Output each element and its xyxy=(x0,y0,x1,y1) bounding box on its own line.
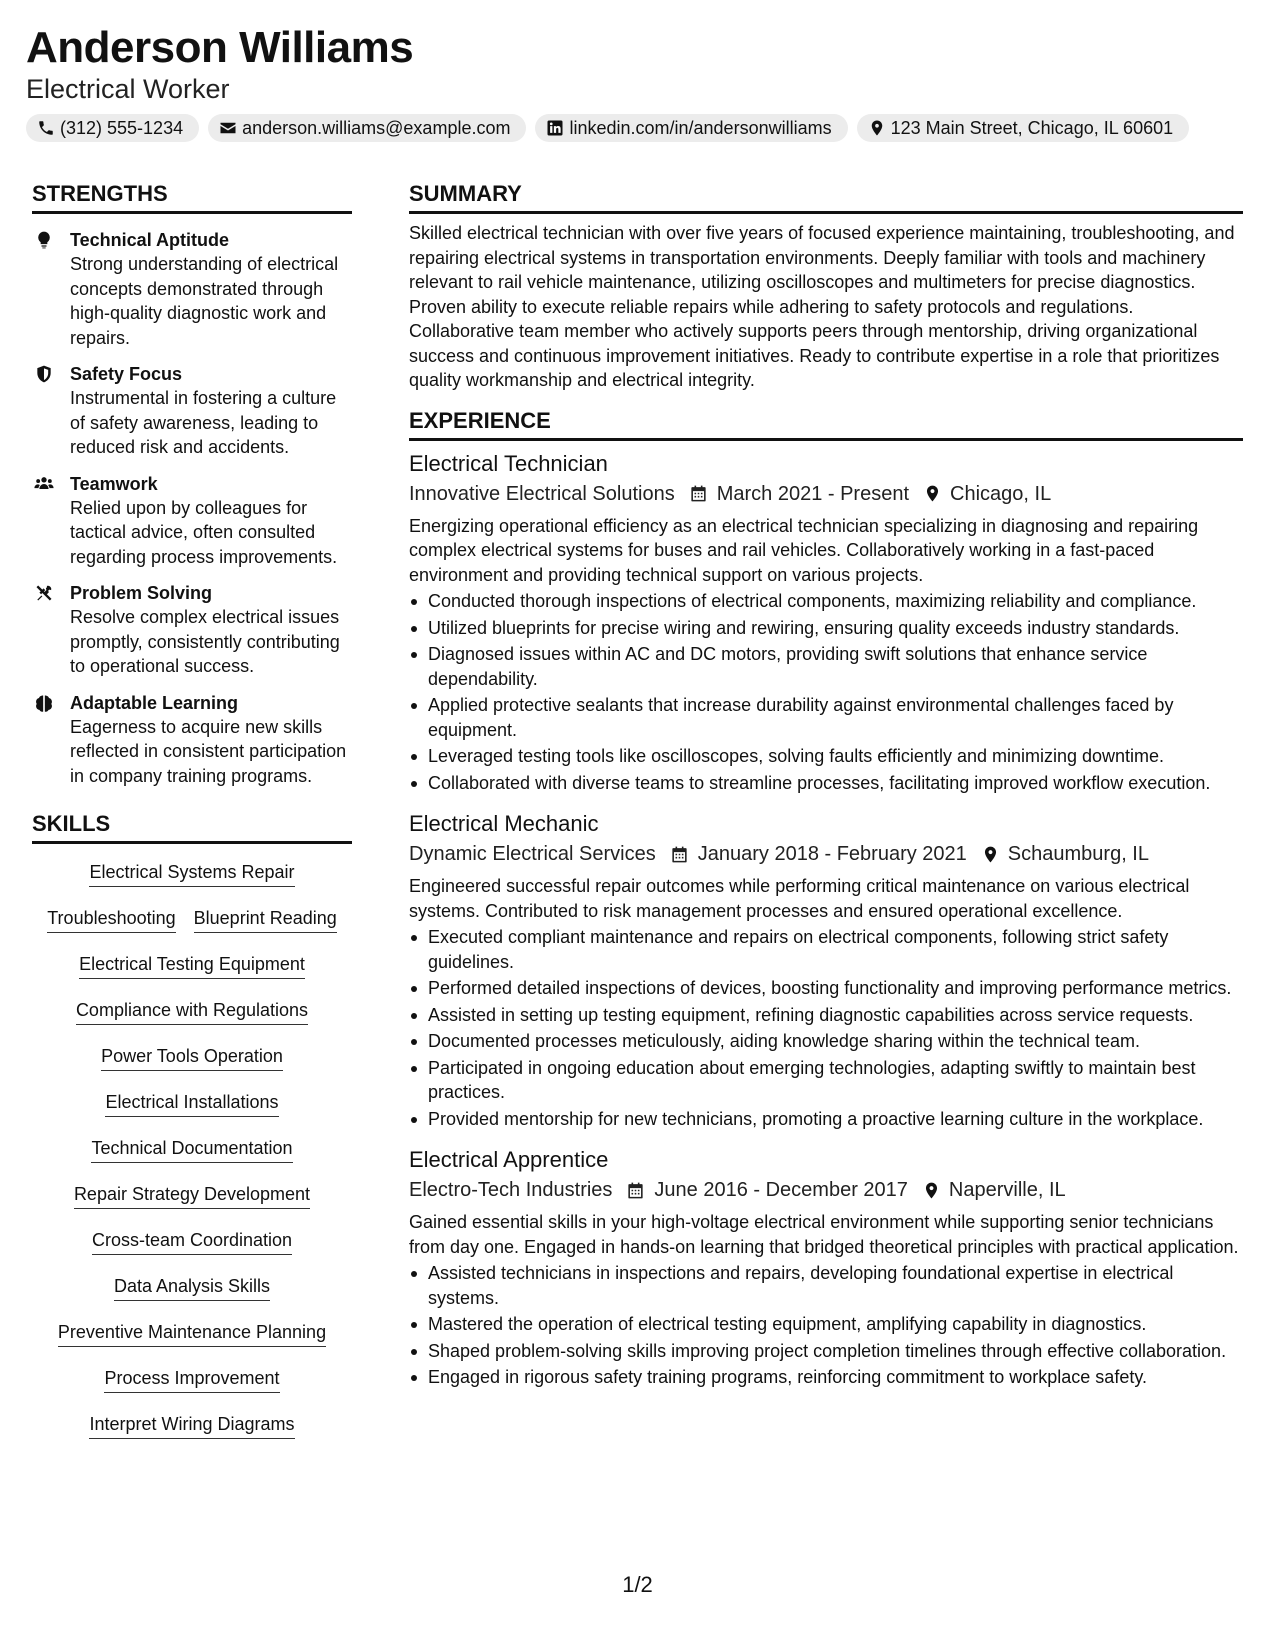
summary-text: Skilled electrical technician with over five years of focused experience maintaining, troubleshooting, and repairing electrical systems in transportation environments. Deeply familiar with tools and machinery relevant to rail vehicle maintenance, utilizing oscilloscopes and multimeters for precise diagnostics. Proven ability to execute reliable repairs while adhering to safety protocols and regulations. Collaborative team member who actively supports peers through mentorship, driving organizational success and continuous improvement initiatives. Ready to contribute expertise in a role that prioritizes quality workmanship and electrical integrity. xyxy=(409,223,1235,390)
envelope-icon xyxy=(219,119,237,137)
bullet-item: Utilized blueprints for precise wiring and rewiring, ensuring quality exceeds industry standards. xyxy=(409,616,1243,641)
contact-phone-text: (312) 555-1234 xyxy=(60,117,184,138)
phone-icon xyxy=(37,119,55,137)
skills-list xyxy=(32,860,352,1439)
job-description: Engineered successful repair outcomes while performing critical maintenance on various electrical systems. Contributed to risk management processes and ensured operational excellence. xyxy=(409,876,1190,921)
skill-tag: Electrical Systems Repair xyxy=(89,860,294,887)
strength-title: Problem Solving xyxy=(70,583,213,603)
job-dates: January 2018 - February 2021 xyxy=(697,843,967,865)
bullet-item: Applied protective sealants that increase durability against environmental challenges faced by equipment. xyxy=(409,693,1243,742)
job-meta xyxy=(409,480,1243,508)
contact-bar xyxy=(26,114,1189,142)
bullet-item: Engaged in rigorous safety training programs, reinforcing commitment to workplace safety. xyxy=(409,1365,1243,1390)
calendar-icon xyxy=(670,845,689,864)
skill-tag: Process Improvement xyxy=(104,1366,279,1393)
bullet-item: Leveraged testing tools like oscilloscopes, solving faults efficiently and minimizing downtime. xyxy=(409,744,1243,769)
bullet-item: Documented processes meticulously, aiding knowledge sharing within the technical team. xyxy=(409,1029,1243,1054)
users-icon xyxy=(32,472,56,570)
job-bullets xyxy=(409,925,1243,1131)
map-pin-icon xyxy=(922,1181,941,1200)
strength-item xyxy=(32,581,352,679)
job-location: Schaumburg, IL xyxy=(1007,843,1149,865)
job-company: Innovative Electrical Solutions xyxy=(409,482,675,505)
page-number: 1/2 xyxy=(622,1572,653,1597)
strength-title: Teamwork xyxy=(70,473,158,494)
contact-email-text: anderson.williams@example.com xyxy=(242,117,511,138)
job-bullets xyxy=(409,589,1243,795)
strength-desc: Eagerness to acquire new skills reflected in consistent participation in company training programs. xyxy=(70,716,347,786)
job-meta xyxy=(409,1176,1243,1204)
strengths-heading: STRENGTHS xyxy=(32,180,352,214)
strength-title: Safety Focus xyxy=(70,364,183,384)
job-dates: June 2016 - December 2017 xyxy=(654,1179,908,1201)
bullet-item: Conducted thorough inspections of electrical components, maximizing reliability and compliance. xyxy=(409,589,1243,614)
strength-item xyxy=(32,472,352,570)
job-role: Electrical Technician xyxy=(409,450,608,476)
job-meta xyxy=(409,840,1243,868)
skill-tag: Electrical Testing Equipment xyxy=(79,952,305,979)
shield-icon xyxy=(32,362,56,460)
skill-tag: Repair Strategy Development xyxy=(74,1182,310,1209)
skill-tag: Preventive Maintenance Planning xyxy=(58,1320,326,1347)
strength-item xyxy=(32,228,352,350)
linkedin-icon xyxy=(546,119,564,137)
skill-tag: Troubleshooting xyxy=(47,906,175,933)
job-location: Naperville, IL xyxy=(948,1179,1066,1201)
bullet-item: Shaped problem-solving skills improving project completion timelines through effective collaboration. xyxy=(409,1339,1243,1364)
job-entry xyxy=(409,809,1243,1131)
strength-title: Adaptable Learning xyxy=(70,692,239,713)
strength-desc: Relied upon by colleagues for tactical advice, often consulted regarding process improvements. xyxy=(70,497,338,567)
bullet-item: Executed compliant maintenance and repairs on electrical components, following strict safety guidelines. xyxy=(409,925,1243,974)
map-pin-icon xyxy=(923,484,942,503)
job-entry xyxy=(409,449,1243,796)
bullet-item: Performed detailed inspections of devices, boosting functionality and improving performance metrics. xyxy=(409,976,1243,1001)
job-entry xyxy=(409,1145,1243,1390)
skill-tag: Interpret Wiring Diagrams xyxy=(89,1412,294,1439)
map-pin-icon xyxy=(868,119,886,137)
skills-heading: SKILLS xyxy=(32,810,352,844)
job-description: Gained essential skills in your high-voltage electrical environment while supporting senior technicians from day one. Engaged in hands-on learning that bridged theoretical principles with practical application. xyxy=(409,1212,1239,1257)
right-column xyxy=(409,180,1243,1390)
skill-tag: Technical Documentation xyxy=(91,1136,292,1163)
brain-icon xyxy=(32,691,56,789)
candidate-title: Electrical Worker xyxy=(26,74,230,104)
bullet-item: Diagnosed issues within AC and DC motors, providing swift solutions that enhance service dependability. xyxy=(409,642,1243,691)
contact-linkedin-text: linkedin.com/in/andersonwilliams xyxy=(569,117,832,138)
tools-icon xyxy=(32,581,56,679)
left-column xyxy=(32,180,352,1439)
job-company: Dynamic Electrical Services xyxy=(409,843,656,865)
lightbulb-icon xyxy=(32,228,56,350)
skill-tag: Blueprint Reading xyxy=(194,906,337,933)
summary-heading: SUMMARY xyxy=(409,180,1243,214)
job-role: Electrical Mechanic xyxy=(409,811,599,836)
contact-email[interactable] xyxy=(208,114,526,142)
job-bullets xyxy=(409,1261,1243,1390)
candidate-name: Anderson Williams xyxy=(26,23,414,72)
strength-item xyxy=(32,691,352,789)
skill-tag: Data Analysis Skills xyxy=(114,1274,270,1301)
strength-item xyxy=(32,362,352,460)
bullet-item: Participated in ongoing education about emerging technologies, adapting swiftly to maintain best practices. xyxy=(409,1056,1243,1105)
bullet-item: Assisted technicians in inspections and repairs, developing foundational expertise in electrical systems. xyxy=(409,1261,1243,1310)
skill-tag: Compliance with Regulations xyxy=(76,998,308,1025)
strength-desc: Strong understanding of electrical concepts demonstrated through high-quality diagnostic work and repairs. xyxy=(70,254,339,348)
bullet-item: Mastered the operation of electrical testing equipment, amplifying capability in diagnostics. xyxy=(409,1312,1243,1337)
experience-heading: EXPERIENCE xyxy=(409,407,1243,441)
job-description: Energizing operational efficiency as an electrical technician specializing in diagnosing and repairing complex electrical systems for buses and rail vehicles. Collaboratively working in a fast-paced environment and providing technical support on various projects. xyxy=(409,515,1199,585)
job-location: Chicago, IL xyxy=(950,482,1052,505)
calendar-icon xyxy=(626,1181,645,1200)
job-dates: March 2021 - Present xyxy=(716,482,910,505)
strength-title: Technical Aptitude xyxy=(70,230,230,250)
map-pin-icon xyxy=(981,845,1000,864)
contact-phone[interactable] xyxy=(26,114,199,142)
contact-address[interactable] xyxy=(857,114,1190,142)
contact-address-text: 123 Main Street, Chicago, IL 60601 xyxy=(890,117,1174,138)
skill-tag: Electrical Installations xyxy=(105,1090,278,1117)
bullet-item: Assisted in setting up testing equipment, refining diagnostic capabilities across service requests. xyxy=(409,1003,1243,1028)
calendar-icon xyxy=(689,484,708,503)
strength-desc: Resolve complex electrical issues promptly, consistently contributing to operational success. xyxy=(70,607,340,676)
contact-linkedin[interactable] xyxy=(535,114,847,142)
strength-desc: Instrumental in fostering a culture of safety awareness, leading to reduced risk and accidents. xyxy=(70,388,337,457)
skill-tag: Power Tools Operation xyxy=(101,1044,283,1071)
bullet-item: Collaborated with diverse teams to streamline processes, facilitating improved workflow execution. xyxy=(409,771,1243,796)
skill-tag: Cross-team Coordination xyxy=(92,1228,292,1255)
bullet-item: Provided mentorship for new technicians, promoting a proactive learning culture in the workplace. xyxy=(409,1107,1243,1132)
job-role: Electrical Apprentice xyxy=(409,1147,609,1172)
job-company: Electro-Tech Industries xyxy=(409,1179,613,1201)
